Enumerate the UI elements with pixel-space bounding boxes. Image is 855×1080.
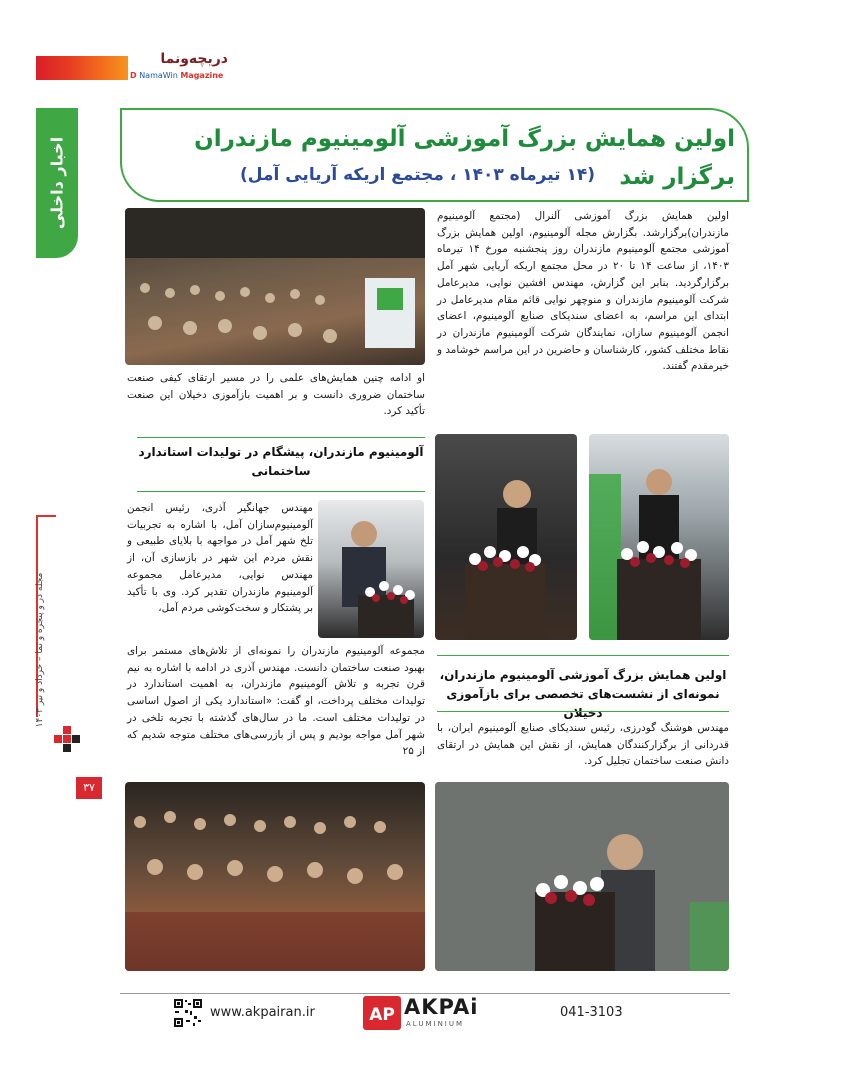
logo-initial: D xyxy=(130,71,137,80)
header-color-bar xyxy=(36,56,128,80)
website-link[interactable]: www.akpairan.ir xyxy=(210,1005,315,1020)
article-intro: اولین همایش بزرگ آموزشی آلنرال (مجتمع آلومینیوم مازندران)برگزارشد. بگزارش مجله آلومینیوم، اولین همایش بزرگ آموزشی مجتمع آلومینیوم مازندران روز پنجشنبه مورخ ۱۴ تیرماه ۱۴۰۳، از ساعت ۱۴ تا ۲۰ در محل مجتمع اریکه آریایی شهر آمل برگزارگردید. بنابر این گزارش، مهندس افشین نوایی، مدیرعامل شرکت آلومینیوم مازندران و منوچهر نوایی قائم مقام مدیرعامل در ابتدای این مراسم، به اعضای سندیکای صنایع آلومینیوم، اعضای انجمن آلومینیوم سازان، نمایندگان شرکت آلومینیوم مازندران در نقاط مختلف کشور، کارشناسان و حاضرین در این مراسم خوشامد و خیرمقدم گفتند. xyxy=(437,210,729,373)
paragraph-left-top: او ادامه چنین همایش‌های علمی را در مسیر ارتقای کیفی صنعت ساختمان ضروری دانست و بر اهمیت بازآموزی دخیلان این صنعت تأکید کرد. xyxy=(127,372,425,418)
brand-subtitle: ALUMINIUM xyxy=(406,1020,465,1028)
paragraph-right-bottom: مهندس هوشنگ گودرزی، رئیس سندیکای صنایع آلومینیوم ایران، با قدردانی از برگزارکنندگان همایش، از نقش این همایش در ارتقای دانش صنعت ساختمان تجلیل کرد. xyxy=(437,722,729,768)
article-subtitle: (۱۴ تیرماه ۱۴۰۳ ، مجتمع اریکه آریایی آمل) xyxy=(240,165,595,185)
akpai-logo-icon xyxy=(363,996,401,1030)
footer-divider xyxy=(120,993,730,994)
paragraph-left-bottom: مجموعه آلومینیوم مازندران را نمونه‌ای از تلاش‌های مستمر برای بهبود صنعت ساختمان دانست. مهندس آذری در ادامه با اشاره به نیم قرن تجربه و تلاش آلومینیوم مازندران، به اهمیت استاندارد در تولیدات مختلف پرداخت، او گفت: «استاندارد یکی از اصول اساسی در تولیدات مختلف است. ما در سال‌های گذشته با تجربه تلخی در شهر آمل مواجه بودیم و پس از بازرسی‌های مختلف متوجه شدیم که از ۲۵ xyxy=(127,645,425,758)
subheading-2: اولین همایش بزرگ آموزشی آلومینیوم مازندران، نمونه‌ای از نشست‌های تخصصی برای بازآموزی دخیلان xyxy=(439,668,727,720)
akpai-logo-mark: AP xyxy=(369,1005,395,1025)
issue-meta xyxy=(30,530,50,770)
issue-meta-text: مجله در و پنجره و نما – خرداد و تیر ۱۴۰۳ xyxy=(35,572,45,728)
divider xyxy=(437,655,729,656)
paragraph-left-mid: مهندس جهانگیر آذری، رئیس انجمن آلومینیوم‌سازان آمل، با اشاره به تجربیات تلخ شهر آمل در مواجهه با بلایای طبیعی و نقش مردم این شهر در بازسازی آن، از مهندس نوایی، مدیرعامل مجموعه آلومینیوم مازندران تقدیر کرد. وی با تأکید بر پشتکار و سخت‌کوشی مردم آمل، xyxy=(127,502,313,615)
magazine-logo-latin xyxy=(130,70,240,82)
qr-code-icon xyxy=(173,998,203,1028)
article-title: اولین همایش بزرگ آموزشی آلومینیوم مازندران برگزار شد xyxy=(194,126,735,190)
speaker-photo-4 xyxy=(435,782,729,971)
divider xyxy=(137,491,425,492)
brand-name: AKPAi xyxy=(404,995,479,1019)
speaker-photo-1 xyxy=(435,434,577,640)
logo-magazine: Magazine xyxy=(180,71,224,80)
audience-photo-top xyxy=(125,208,425,365)
section-tab xyxy=(36,108,78,258)
audience-photo-bottom xyxy=(125,782,425,971)
section-tab-label: اخبار داخلی xyxy=(47,136,67,230)
speaker-photo-3 xyxy=(318,500,424,638)
page-number: ۳۷ xyxy=(76,777,102,799)
subheading-1: آلومینیوم مازندران، پیشگام در تولیدات استاندارد ساختمانی xyxy=(138,445,424,478)
divider xyxy=(137,437,425,438)
magazine-logo: دریچه‌و‌نما xyxy=(160,51,228,67)
divider xyxy=(437,711,729,712)
speaker-photo-2 xyxy=(589,434,729,640)
window-block-icon xyxy=(52,725,82,755)
phone-number: 041-3103 xyxy=(560,1005,623,1020)
logo-name: NamaWin xyxy=(139,71,178,80)
